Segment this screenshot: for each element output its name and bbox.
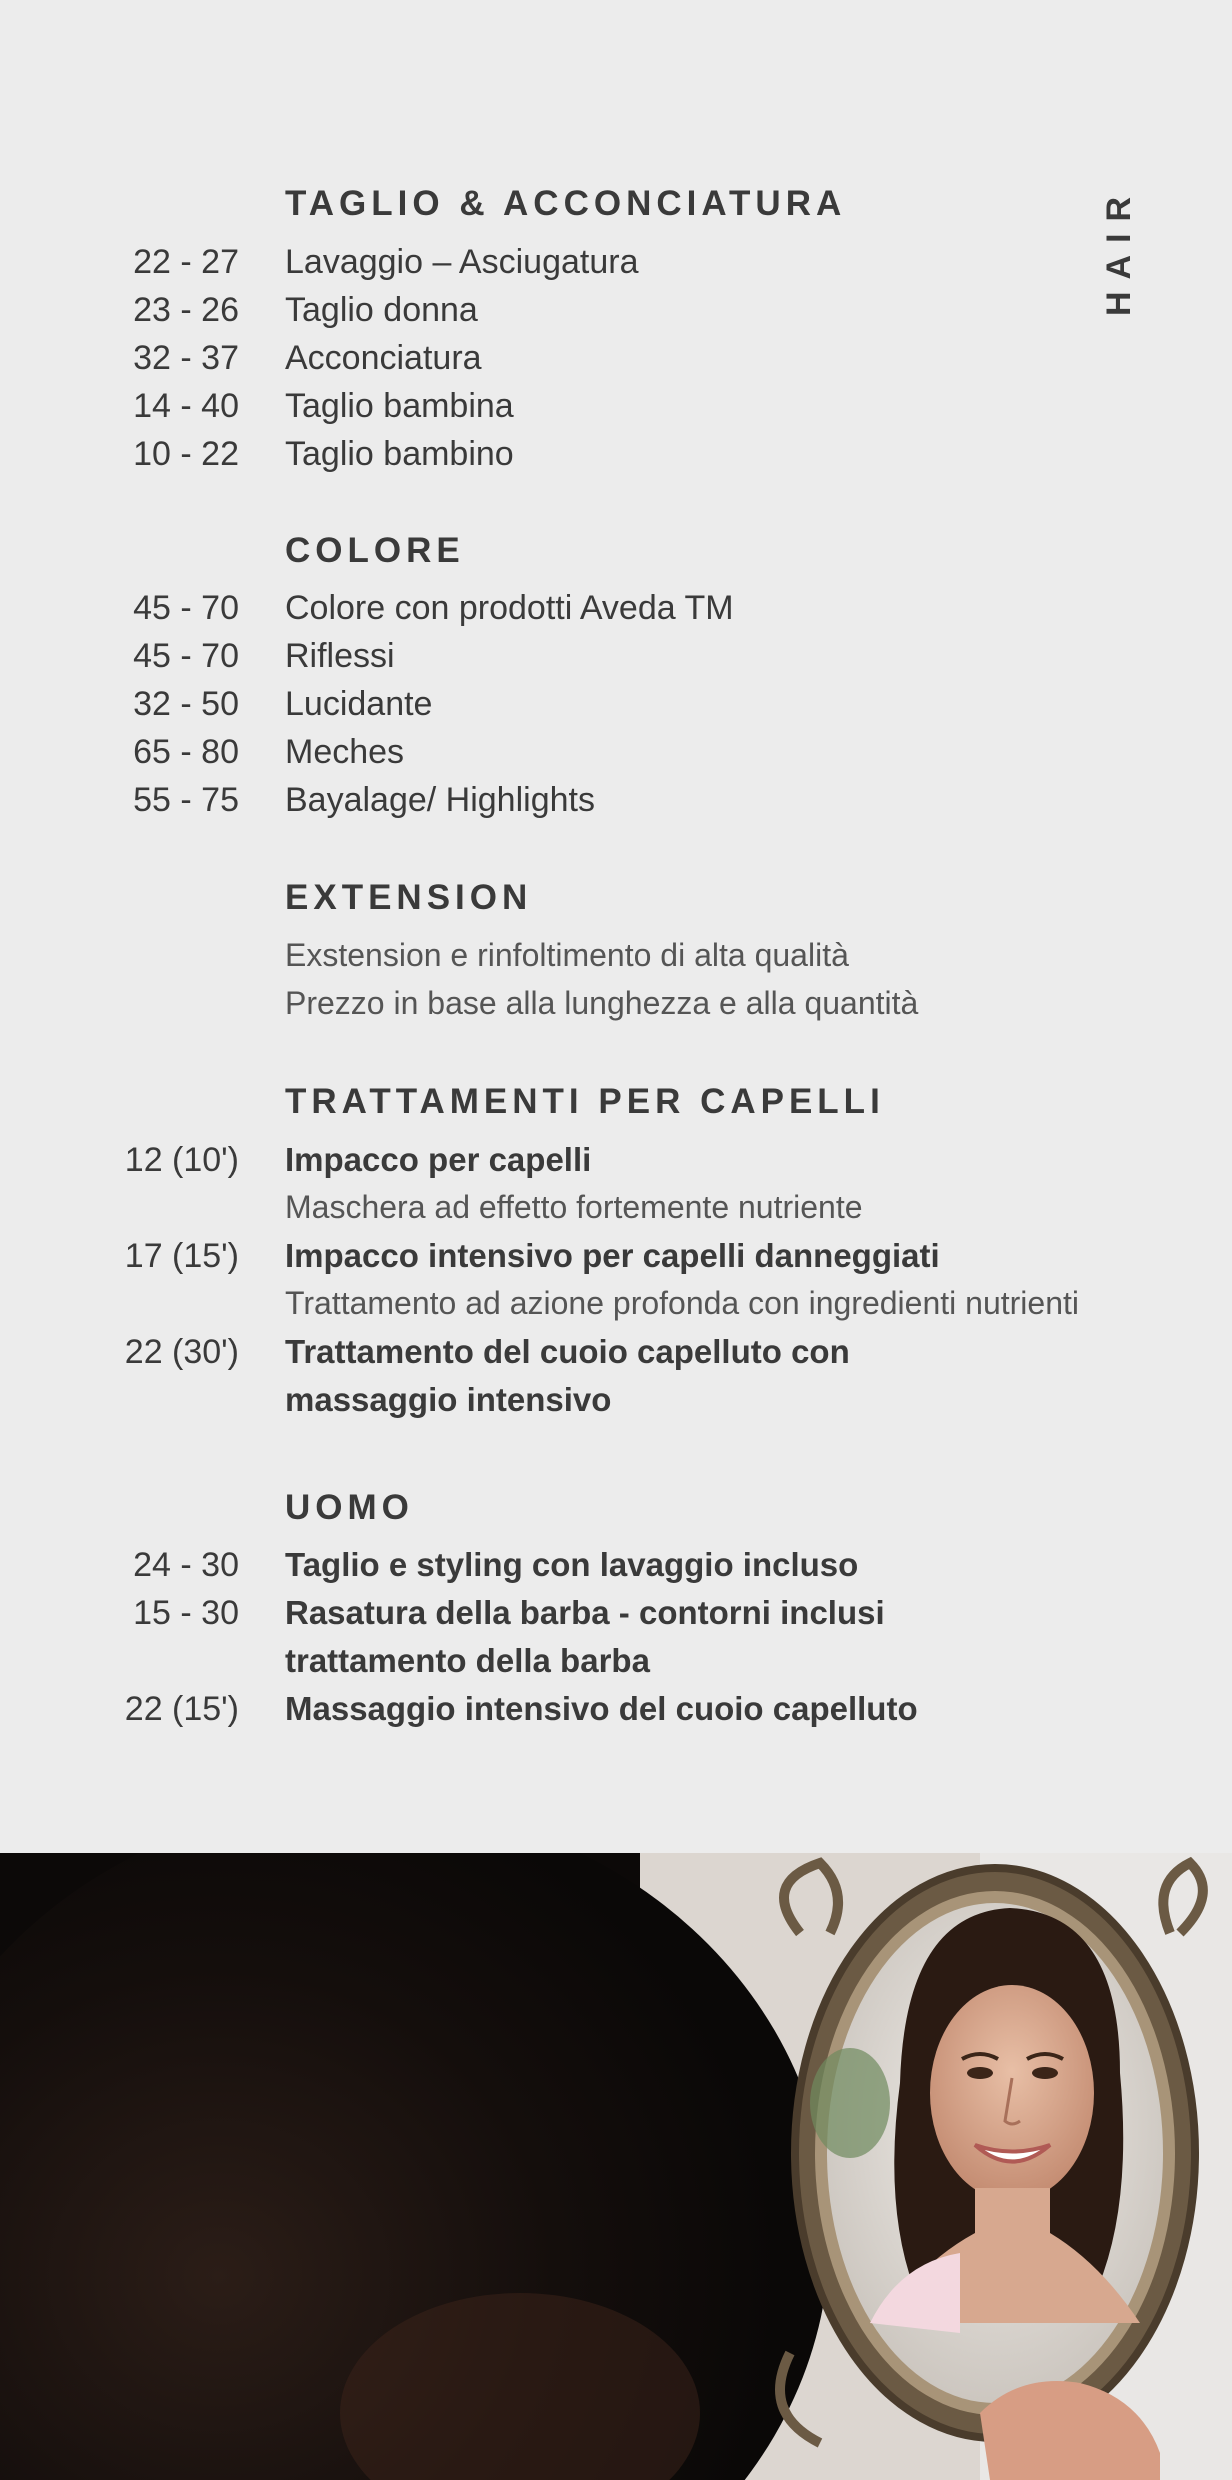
section-title: EXTENSION — [285, 878, 533, 917]
item-label: Impacco per capelli — [285, 1141, 592, 1178]
list-item — [0, 243, 1232, 291]
list-item — [0, 589, 1232, 637]
item-label: Rasatura della barba - contorni inclusi — [285, 1594, 885, 1631]
item-label: Acconciatura — [285, 339, 482, 377]
list-item — [0, 1546, 1232, 1594]
item-price: 65 - 80 — [133, 733, 239, 771]
item-label: Impacco intensivo per capelli danneggiati — [285, 1237, 940, 1274]
list-item — [0, 1237, 1232, 1285]
item-label: Taglio e styling con lavaggio incluso — [285, 1546, 859, 1583]
item-label: Lucidante — [285, 685, 433, 723]
list-item-continuation — [0, 1381, 1232, 1429]
item-label: Trattamento del cuoio capelluto con — [285, 1333, 850, 1370]
item-price: 22 (30') — [124, 1333, 239, 1371]
list-item — [0, 937, 1232, 985]
item-description: Trattamento ad azione profonda con ingredienti nutrienti — [285, 1285, 1079, 1321]
item-price: 14 - 40 — [133, 387, 239, 425]
section-title: TAGLIO & ACCONCIATURA — [285, 184, 847, 223]
list-item — [0, 637, 1232, 685]
item-label: Massaggio intensivo del cuoio capelluto — [285, 1690, 918, 1727]
item-label: Taglio bambina — [285, 387, 514, 425]
item-label: Taglio bambino — [285, 435, 514, 473]
list-item-continuation — [0, 1642, 1232, 1690]
section-title: UOMO — [285, 1488, 414, 1527]
list-item — [0, 435, 1232, 483]
item-price: 45 - 70 — [133, 637, 239, 675]
list-item — [0, 781, 1232, 829]
item-price: 15 - 30 — [133, 1594, 239, 1632]
section-title: COLORE — [285, 531, 465, 570]
section-title: TRATTAMENTI PER CAPELLI — [285, 1082, 885, 1121]
item-label: Taglio donna — [285, 291, 478, 329]
item-label-continued: trattamento della barba — [285, 1642, 650, 1679]
list-item — [0, 1333, 1232, 1381]
item-price: 17 (15') — [124, 1237, 239, 1275]
item-price: 10 - 22 — [133, 435, 239, 473]
item-price: 32 - 50 — [133, 685, 239, 723]
list-item — [0, 685, 1232, 733]
item-price: 32 - 37 — [133, 339, 239, 377]
item-price: 12 (10') — [124, 1141, 239, 1179]
photo-icon — [0, 1853, 1232, 2480]
extension-price-note: Prezzo in base alla lunghezza e alla quantità — [285, 985, 919, 1021]
item-label: Colore con prodotti Aveda TM — [285, 589, 734, 627]
side-label-hair: HAIR — [1100, 184, 1138, 316]
list-item — [0, 339, 1232, 387]
item-price: 23 - 26 — [133, 291, 239, 329]
list-item — [0, 1690, 1232, 1738]
list-item — [0, 387, 1232, 435]
list-item-description — [0, 1189, 1232, 1237]
item-price: 22 (15') — [124, 1690, 239, 1728]
item-price: 24 - 30 — [133, 1546, 239, 1584]
list-item — [0, 1594, 1232, 1642]
item-label: Lavaggio – Asciugatura — [285, 243, 639, 281]
item-description: Maschera ad effetto fortemente nutriente — [285, 1189, 863, 1225]
list-item — [0, 733, 1232, 781]
item-label: Bayalage/ Highlights — [285, 781, 595, 819]
list-item-description — [0, 1285, 1232, 1333]
item-label-continued: massaggio intensivo — [285, 1381, 612, 1418]
list-item — [0, 1141, 1232, 1189]
item-label: Riflessi — [285, 637, 395, 675]
extension-description: Exstension e rinfoltimento di alta qualità — [285, 937, 849, 973]
item-price: 45 - 70 — [133, 589, 239, 627]
list-item — [0, 985, 1232, 1033]
list-item — [0, 291, 1232, 339]
item-price: 55 - 75 — [133, 781, 239, 819]
salon-photo — [0, 1853, 1232, 2480]
item-price: 22 - 27 — [133, 243, 239, 281]
item-label: Meches — [285, 733, 405, 771]
